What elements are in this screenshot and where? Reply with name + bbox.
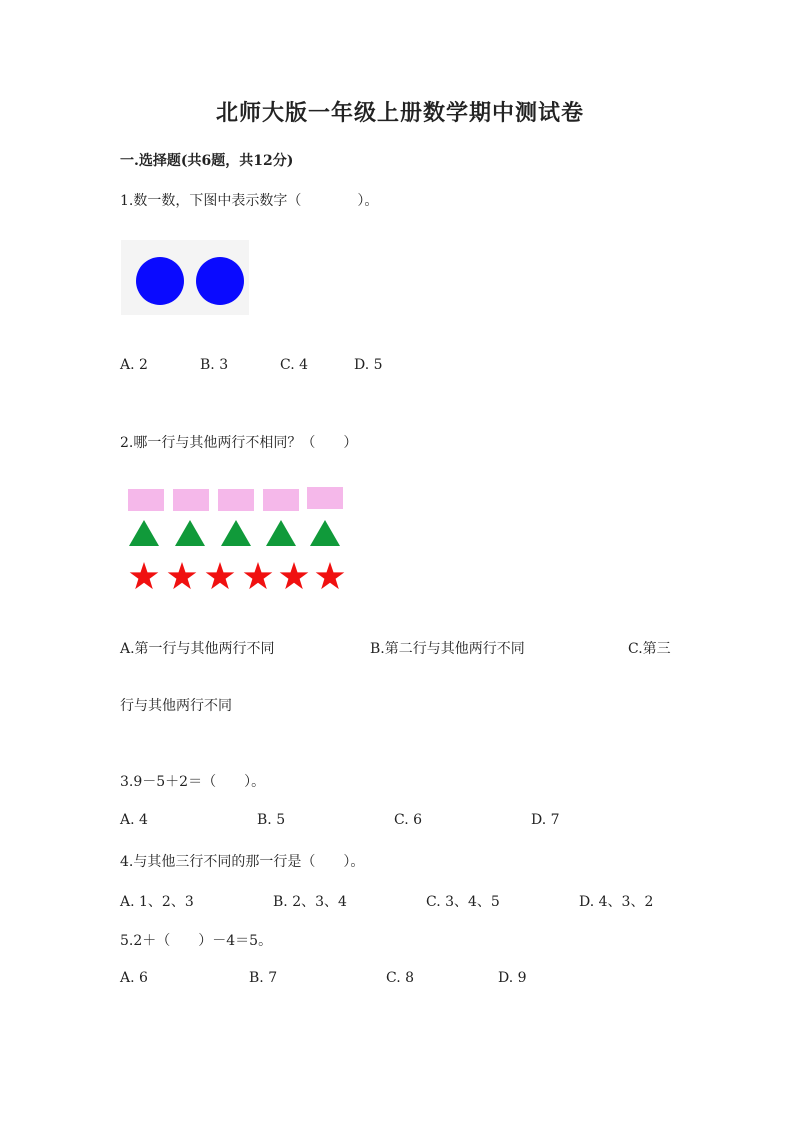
question-5-text: 5.2＋（ ）－4＝5。 (120, 933, 273, 949)
green-triangle (221, 520, 251, 546)
q4-option-c[interactable]: C. 3、4、5 (426, 894, 500, 910)
red-star (206, 562, 235, 589)
q1-option-a[interactable]: A. 2 (120, 357, 148, 373)
red-star (316, 562, 345, 589)
green-triangle (175, 520, 205, 546)
pink-rectangle (307, 487, 343, 509)
pink-rectangle (128, 489, 164, 511)
q3-option-c[interactable]: C. 6 (394, 812, 423, 828)
question-2-figure (124, 484, 354, 596)
question-4-text: 4.与其他三行不同的那一行是（ ）。 (120, 854, 365, 870)
red-star (244, 562, 273, 589)
q5-option-c[interactable]: C. 8 (386, 970, 415, 986)
green-triangle (129, 520, 159, 546)
q4-option-b[interactable]: B. 2、3、4 (273, 894, 347, 910)
q1-option-b[interactable]: B. 3 (200, 357, 229, 373)
q5-option-d[interactable]: D. 9 (498, 970, 527, 986)
question-1-text: 1.数一数，下图中表示数字（ ）。 (120, 193, 379, 209)
q2-option-a[interactable]: A.第一行与其他两行不同 (120, 641, 275, 657)
green-triangle (310, 520, 340, 546)
q5-option-b[interactable]: B. 7 (249, 970, 278, 986)
q4-option-d[interactable]: D. 4、3、2 (579, 894, 654, 910)
pink-rectangle (218, 489, 254, 511)
question-3-text: 3.9－5＋2＝（ ）。 (120, 774, 266, 790)
page-title: 北师大版一年级上册数学期中测试卷 (215, 100, 584, 126)
q2-option-c[interactable]: C.第三 (628, 641, 671, 657)
pink-rectangle (263, 489, 299, 511)
red-star (168, 562, 197, 589)
q4-option-a[interactable]: A. 1、2、3 (120, 894, 194, 910)
green-triangle (266, 520, 296, 546)
blue-circle (196, 257, 244, 305)
q3-option-d[interactable]: D. 7 (531, 812, 560, 828)
pink-rectangle (173, 489, 209, 511)
section-heading: 一.选择题(共6题，共12分) (120, 153, 294, 169)
question-1-figure (121, 240, 249, 315)
red-star (130, 562, 159, 589)
q2-option-c-continued: 行与其他两行不同 (120, 698, 232, 714)
q3-option-b[interactable]: B. 5 (257, 812, 286, 828)
blue-circle (136, 257, 184, 305)
q2-option-b[interactable]: B.第二行与其他两行不同 (370, 641, 525, 657)
q1-option-c[interactable]: C. 4 (280, 357, 309, 373)
q5-option-a[interactable]: A. 6 (120, 970, 148, 986)
q1-option-d[interactable]: D. 5 (354, 357, 383, 373)
q3-option-a[interactable]: A. 4 (120, 812, 148, 828)
red-star (280, 562, 309, 589)
question-2-text: 2.哪一行与其他两行不相同？（ ） (120, 435, 358, 451)
